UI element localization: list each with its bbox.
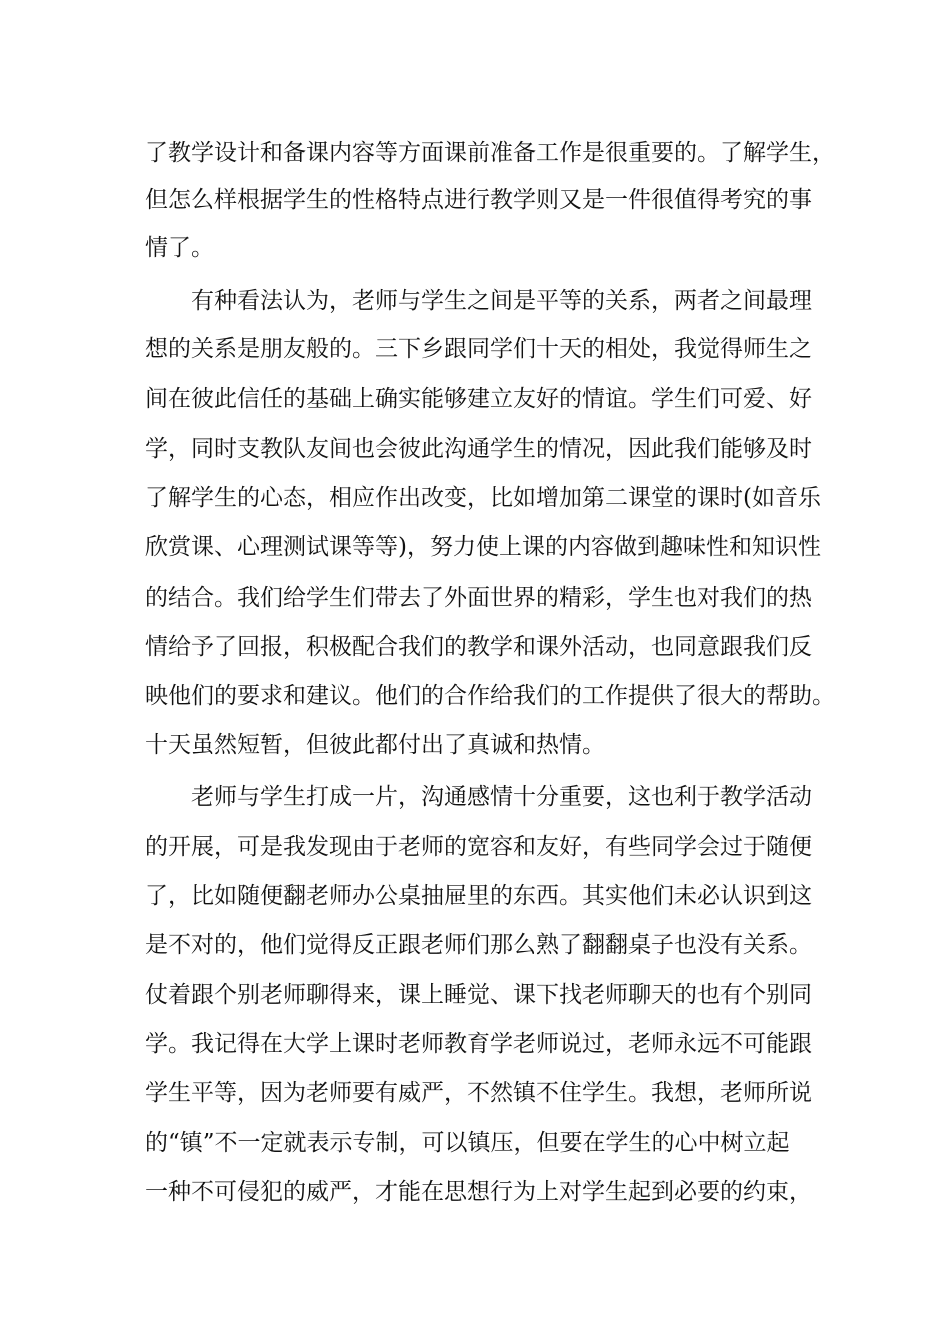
text-line: 学，同时支教队友间也会彼此沟通学生的情况，因此我们能够及时 [145,436,812,462]
paragraph-first-line: 有种看法认为，老师与学生之间是平等的关系，两者之间最理 [191,288,812,314]
text-line: 一种不可侵犯的威严，才能在思想行为上对学生起到必要的约束， [145,1179,812,1205]
text-line: 想的关系是朋友般的。三下乡跟同学们十天的相处，我觉得师生之 [145,336,812,362]
text-line: 但怎么样根据学生的性格特点进行教学则又是一件很值得考究的事 [145,187,812,213]
text-line: 学生平等，因为老师要有威严，不然镇不住学生。我想，老师所说 [145,1080,812,1106]
text-line: 情了。 [145,235,214,261]
paragraph-first-line: 老师与学生打成一片，沟通感情十分重要，这也利于教学活动 [191,784,812,810]
text-line: 的开展，可是我发现由于老师的宽容和友好，有些同学会过于随便 [145,834,812,860]
text-line: 了，比如随便翻老师办公桌抽屉里的东西。其实他们未必认识到这 [145,883,812,909]
text-line: 仗着跟个别老师聊得来，课上睡觉、课下找老师聊天的也有个别同 [145,982,812,1008]
text-line: 的“镇”不一定就表示专制，可以镇压，但要在学生的心中树立起 [145,1130,790,1156]
text-line: 了解学生的心态，相应作出改变，比如增加第二课堂的课时(如音乐 [145,485,821,511]
text-line: 十天虽然短暂，但彼此都付出了真诚和热情。 [145,732,605,758]
text-line: 是不对的，他们觉得反正跟老师们那么熟了翻翻桌子也没有关系。 [145,932,812,958]
text-line: 映他们的要求和建议。他们的合作给我们的工作提供了很大的帮助。 [145,683,835,709]
text-line: 情给予了回报，积极配合我们的教学和课外活动，也同意跟我们反 [145,634,812,660]
text-line: 学。我记得在大学上课时老师教育学老师说过，老师永远不可能跟 [145,1031,812,1057]
text-line: 的结合。我们给学生们带去了外面世界的精彩，学生也对我们的热 [145,585,812,611]
text-line: 间在彼此信任的基础上确实能够建立友好的情谊。学生们可爱、好 [145,386,812,412]
text-line: 了教学设计和备课内容等方面课前准备工作是很重要的。了解学生， [145,140,835,166]
text-line: 欣赏课、心理测试课等等)，努力使上课的内容做到趣味性和知识性 [145,534,821,560]
